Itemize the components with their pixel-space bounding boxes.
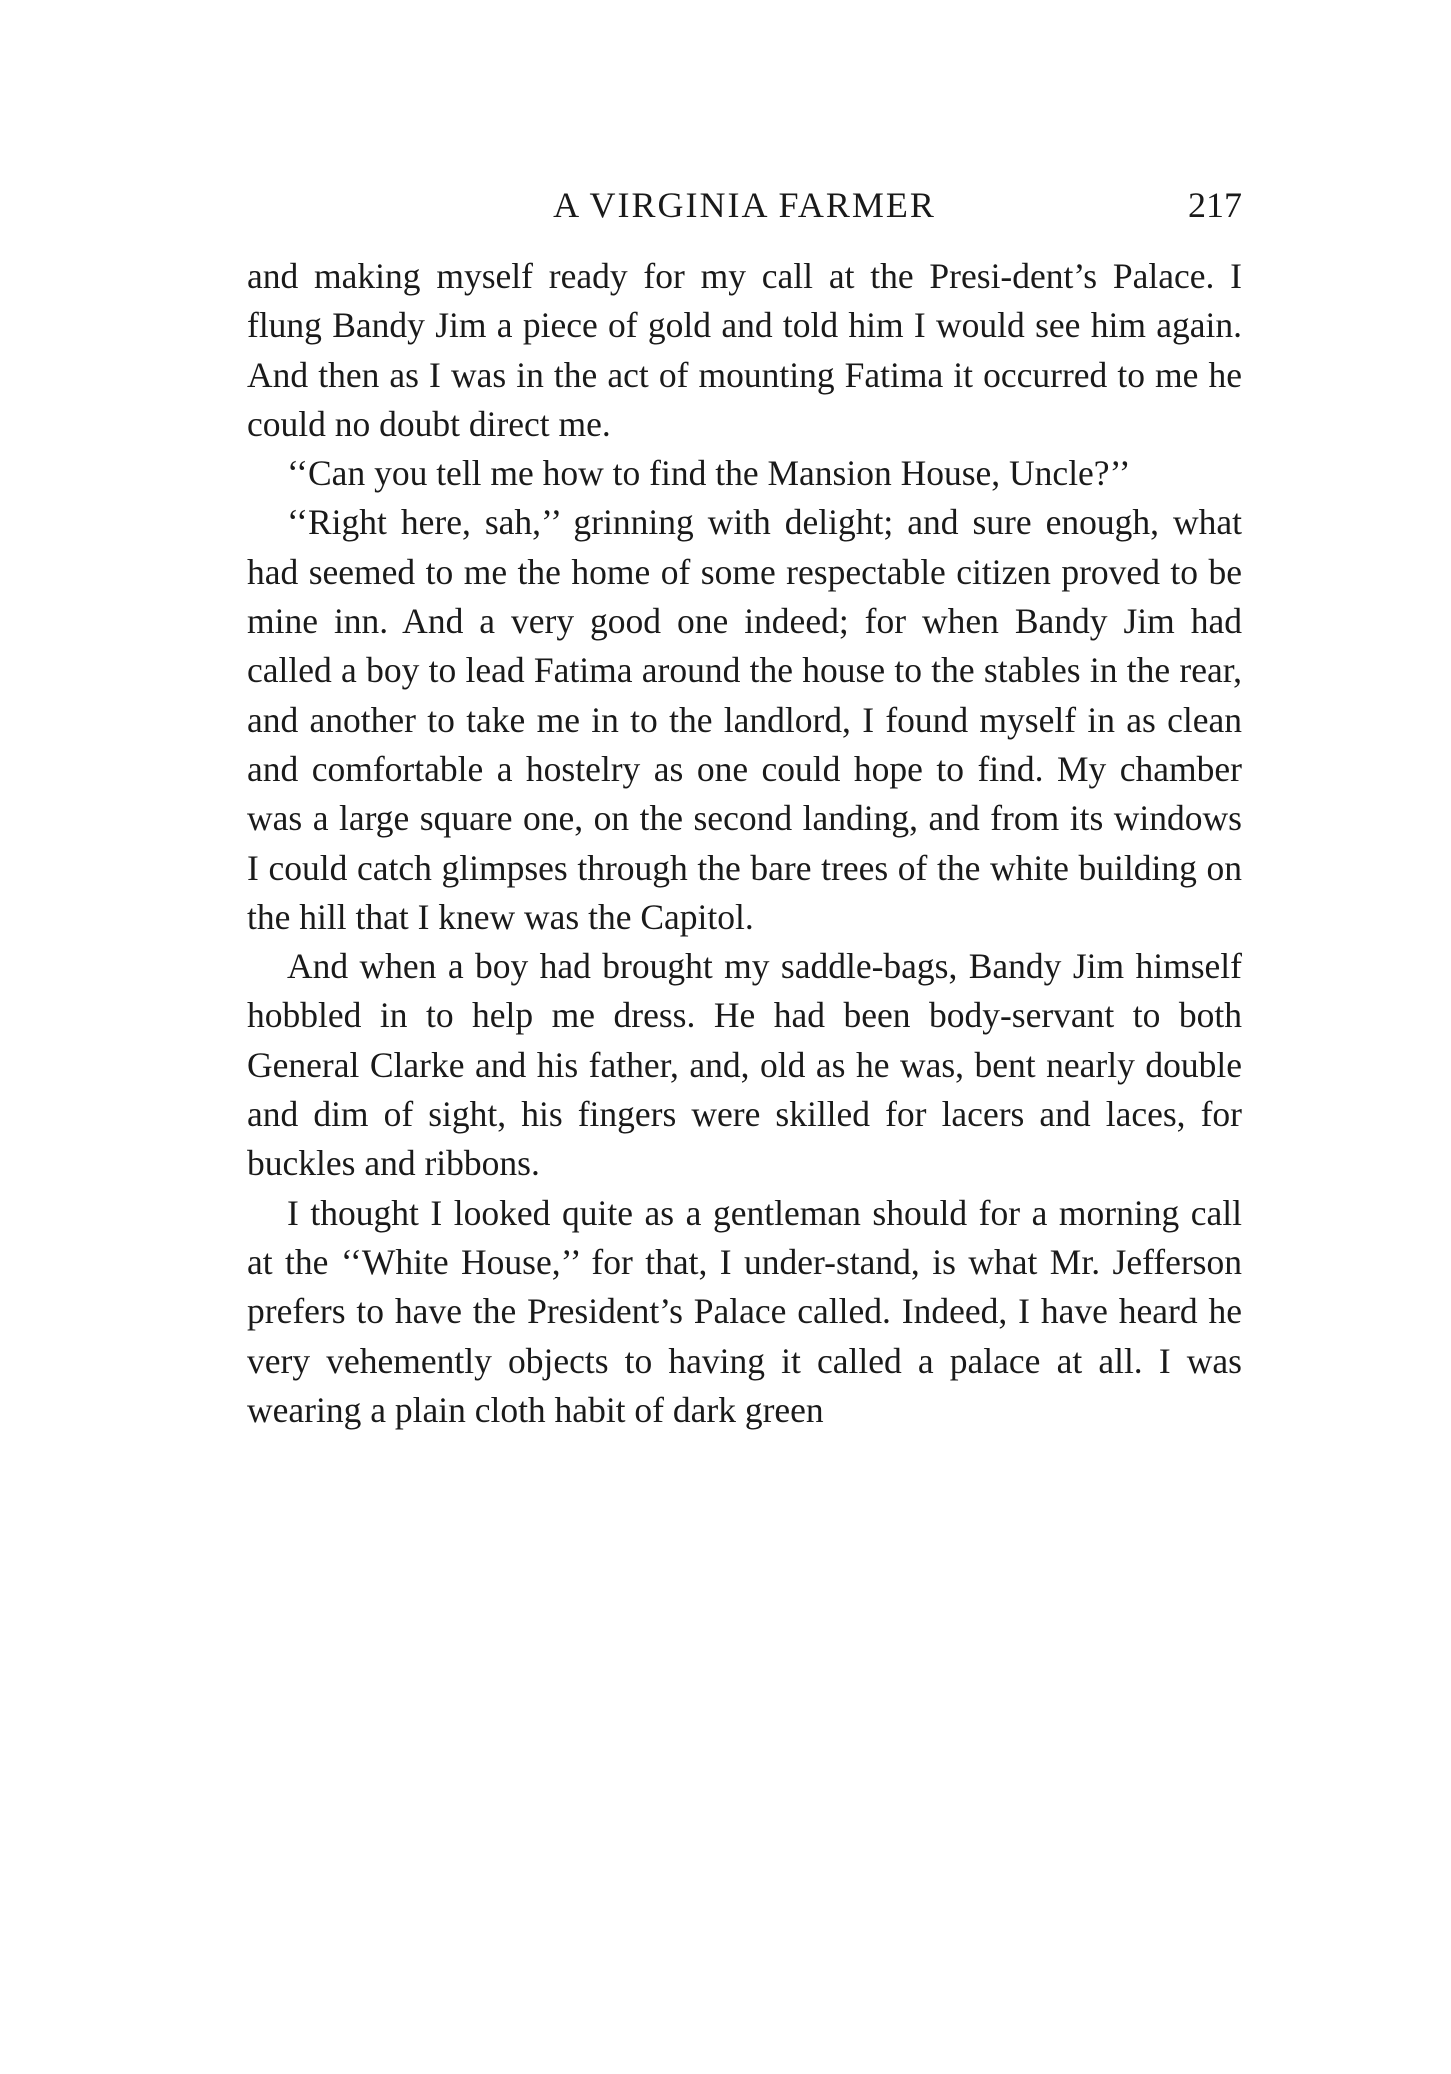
paragraph-bandy-jim: And when a boy had brought my saddle-bags, Bandy Jim himself hobbled in to help me dress. He had been body-servant to both General Clarke and his father, and, old as he was, bent nearly double and dim of sight, his fingers were skilled for lacers and laces, for buckles and ribbons.	[247, 946, 1242, 1184]
paragraph-inn-description: ‘‘Right here, sah,’’ grinning with delight; and sure enough, what had seemed to me the home of some respectable citizen proved to be mine inn. And a very good one indeed; for when Bandy Jim had called a boy to lead Fatima around the house to the stables in the rear, and another to take me in to the landlord, I found myself in as clean and comfortable a hostelry as one could hope to find. My chamber was a large square one, on the second landing, and from its windows I could catch glimpses through the bare trees of the white building on the hill that I knew was the Capitol.	[247, 502, 1242, 937]
paragraph-dialogue-question: ‘‘Can you tell me how to find the Mansion House, Uncle?’’	[287, 453, 1131, 494]
body-text	[247, 252, 1242, 1435]
paragraph-continued: and making myself ready for my call at the Presi-dent’s Palace. I flung Bandy Jim a piece of gold and told him I would see him again. And then as I was in the act of mounting Fatima it occurred to me he could no doubt direct me.	[247, 256, 1242, 444]
page-content	[247, 184, 1242, 1435]
page-number: 217	[1188, 185, 1242, 225]
running-head	[247, 184, 1242, 240]
running-title: A VIRGINIA FARMER	[553, 185, 936, 225]
paragraph-white-house: I thought I looked quite as a gentleman should for a morning call at the ‘‘White House,’’ for that, I under-stand, is what Mr. Jefferson prefers to have the President’s Palace called. Indeed, I have heard he very vehemently objects to having it called a palace at all. I was wearing a plain cloth habit of dark green	[247, 1192, 1242, 1430]
